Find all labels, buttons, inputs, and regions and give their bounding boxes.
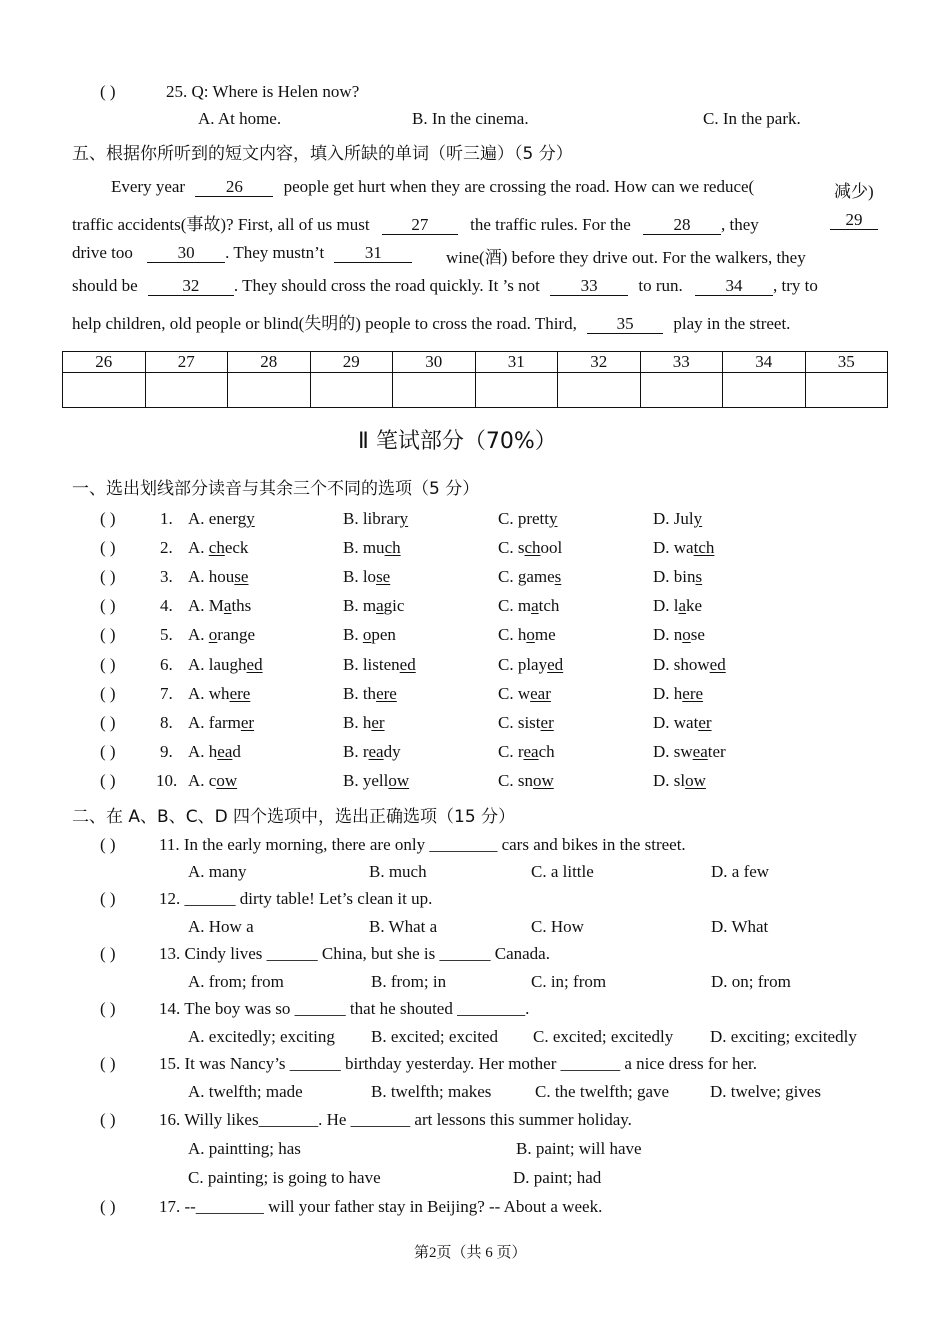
- phonetics-option[interactable]: [653, 538, 714, 558]
- underlined-letters: o: [208, 625, 218, 644]
- underlined-letters: ed: [399, 655, 416, 674]
- option-text: pen: [371, 625, 396, 644]
- underlined-letters: s: [554, 567, 562, 586]
- phonetics-option[interactable]: [653, 684, 703, 704]
- underlined-letters: ow: [685, 771, 706, 790]
- passage-text: people get hurt when they are crossing the road. How can we reduce(: [283, 177, 755, 196]
- option-text: D. sl: [653, 771, 686, 790]
- q14-option-b[interactable]: B. excited; excited: [371, 1027, 498, 1046]
- answer-table-header: 32: [558, 352, 641, 373]
- q16-stem: 16. Willy likes_______. He _______ art lessons this summer holiday.: [159, 1110, 632, 1129]
- phonetics-paren[interactable]: ( ): [100, 771, 116, 790]
- phonetics-option[interactable]: [498, 655, 563, 675]
- underlined-letters: ear: [530, 684, 551, 703]
- phonetics-number: 2.: [160, 538, 173, 557]
- passage-line-1: [111, 177, 754, 197]
- q17-paren[interactable]: ( ): [100, 1197, 116, 1216]
- phonetics-option[interactable]: [343, 625, 396, 645]
- phonetics-paren[interactable]: ( ): [100, 684, 116, 703]
- q14-paren[interactable]: ( ): [100, 999, 116, 1018]
- q17-stem: 17. --________ will your father stay in Beijing? -- About a week.: [159, 1197, 603, 1216]
- q15-option-c[interactable]: C. the twelfth; gave: [535, 1082, 670, 1101]
- underlined-letters: ch: [208, 538, 225, 557]
- underlined-letters: a: [531, 596, 539, 615]
- phonetics-option[interactable]: [498, 684, 551, 704]
- q12-stem: 12. ______ dirty table! Let’s clean it up.: [159, 889, 433, 908]
- underlined-letters: ow: [216, 771, 238, 790]
- blank-32[interactable]: 32: [148, 277, 234, 296]
- option-text: A. M: [188, 596, 224, 615]
- blank-29-wrap: [830, 210, 878, 230]
- option-text: D. show: [653, 655, 710, 674]
- underlined-letters: ch: [384, 538, 401, 557]
- option-text: tch: [538, 596, 560, 615]
- q15-paren[interactable]: ( ): [100, 1054, 116, 1073]
- phonetics-option[interactable]: [188, 713, 254, 733]
- option-text: me: [534, 625, 556, 644]
- option-text: A. laugh: [188, 655, 247, 674]
- answer-cell[interactable]: [310, 373, 393, 408]
- phonetics-option[interactable]: [653, 596, 702, 616]
- q13-option-d[interactable]: D. on; from: [711, 972, 791, 991]
- phonetics-paren[interactable]: ( ): [100, 742, 116, 761]
- q15-option-a[interactable]: A. twelfth; made: [188, 1082, 303, 1101]
- phonetics-option[interactable]: [343, 713, 385, 733]
- phonetics-option[interactable]: [188, 567, 248, 587]
- option-text: range: [217, 625, 256, 644]
- underlined-letters: a: [376, 596, 384, 615]
- q14-option-c[interactable]: C. excited; excitedly: [533, 1027, 674, 1046]
- phonetics-number: 5.: [160, 625, 173, 644]
- passage-line-3b: wine(酒) before they drive out. For the walkers, they: [446, 248, 806, 267]
- answer-table: [62, 351, 888, 408]
- q16-option-a[interactable]: A. paintting; has: [188, 1139, 301, 1158]
- phonetics-option[interactable]: [653, 509, 702, 529]
- q13-option-a[interactable]: A. from; from: [188, 972, 284, 991]
- underlined-letters: ere: [229, 684, 251, 703]
- part2-title: Ⅱ 笔试部分（70%）: [358, 429, 557, 454]
- phonetics-number: 7.: [160, 684, 173, 703]
- q11-option-b[interactable]: B. much: [369, 862, 427, 881]
- underlined-letters: er: [698, 713, 712, 732]
- phonetics-paren[interactable]: ( ): [100, 538, 116, 557]
- passage-text: play in the street.: [673, 314, 791, 333]
- option-text: dy: [383, 742, 401, 761]
- phonetics-paren[interactable]: ( ): [100, 567, 116, 586]
- option-text: D. bin: [653, 567, 696, 586]
- phonetics-option[interactable]: [343, 684, 397, 704]
- underlined-letters: a: [223, 596, 232, 615]
- option-text: C. s: [498, 538, 525, 557]
- q25-option-a[interactable]: A. At home.: [198, 109, 282, 128]
- blank-34[interactable]: 34: [695, 277, 773, 296]
- option-text: C. m: [498, 596, 532, 615]
- phonetics-number: 4.: [160, 596, 173, 615]
- option-text: A. ener: [188, 509, 238, 528]
- q11-option-c[interactable]: C. a little: [531, 862, 594, 881]
- q16-paren[interactable]: ( ): [100, 1110, 116, 1129]
- option-text: B. r: [343, 742, 369, 761]
- option-text: A. wh: [188, 684, 230, 703]
- answer-table-header: 29: [310, 352, 393, 373]
- q15-option-d[interactable]: D. twelve; gives: [710, 1082, 821, 1101]
- option-text: B. m: [343, 596, 377, 615]
- phonetics-option[interactable]: [653, 713, 712, 733]
- answer-cell[interactable]: [723, 373, 806, 408]
- option-text: B. yell: [343, 771, 389, 790]
- phonetics-option[interactable]: [343, 509, 408, 529]
- underlined-letters: ch: [524, 538, 541, 557]
- section1-heading: 一、选出划线部分读音与其余三个不同的选项（5 分）: [72, 479, 480, 499]
- q16-option-b[interactable]: B. paint; will have: [516, 1139, 642, 1158]
- answer-table-header: 28: [228, 352, 311, 373]
- q11-option-a[interactable]: A. many: [188, 862, 247, 881]
- option-text: ths: [231, 596, 252, 615]
- answer-table-header: 31: [475, 352, 558, 373]
- q12-option-c[interactable]: C. How: [531, 917, 584, 936]
- q16-option-c[interactable]: C. painting; is going to have: [188, 1168, 381, 1187]
- phonetics-number: 9.: [160, 742, 173, 761]
- option-text: C. w: [498, 684, 531, 703]
- option-text: C. r: [498, 742, 524, 761]
- phonetics-option[interactable]: [653, 655, 726, 675]
- underlined-letters: ere: [682, 684, 704, 703]
- q13-stem: 13. Cindy lives ______ China, but she is ______ Canada.: [159, 944, 550, 963]
- option-text: D. wa: [653, 538, 694, 557]
- phonetics-number: 3.: [160, 567, 173, 586]
- blank-29[interactable]: 29: [830, 211, 878, 230]
- underlined-letters: ow: [388, 771, 410, 790]
- passage-text: Every year: [111, 177, 186, 196]
- q11-stem: 11. In the early morning, there are only ________ cars and bikes in the street.: [159, 835, 686, 854]
- underlined-letters: y: [399, 509, 409, 528]
- q13-paren[interactable]: ( ): [100, 944, 116, 963]
- underlined-letters: o: [526, 625, 535, 644]
- option-text: ch: [538, 742, 555, 761]
- q14-option-a[interactable]: A. excitedly; exciting: [188, 1027, 335, 1046]
- phonetics-number: 6.: [160, 655, 173, 674]
- phonetics-option[interactable]: [653, 567, 702, 587]
- phonetics-number: 10.: [156, 771, 178, 790]
- option-text: D. Jul: [653, 509, 694, 528]
- q12-option-b[interactable]: B. What a: [369, 917, 438, 936]
- passage-line-5: [72, 309, 790, 334]
- phonetics-option[interactable]: [188, 742, 241, 762]
- underlined-letters: tch: [693, 538, 715, 557]
- underlined-letters: ea: [368, 742, 384, 761]
- option-text: D. n: [653, 625, 683, 644]
- option-text: A. hou: [188, 567, 235, 586]
- answer-table-header: 30: [393, 352, 476, 373]
- passage-text: to run.: [638, 276, 683, 295]
- passage-text: should be: [72, 276, 138, 295]
- q25-option-c[interactable]: C. In the park.: [703, 109, 801, 128]
- phonetics-option[interactable]: [343, 655, 416, 675]
- option-text: ool: [540, 538, 563, 557]
- phonetics-number: 8.: [160, 713, 173, 732]
- q14-option-d[interactable]: D. exciting; excitedly: [710, 1027, 857, 1046]
- option-text: D. sw: [653, 742, 693, 761]
- option-text: A. c: [188, 771, 217, 790]
- phonetics-option[interactable]: [498, 509, 558, 529]
- option-text: C. sist: [498, 713, 541, 732]
- passage-text: . They should cross the road quickly. It ’s not: [233, 276, 540, 295]
- answer-cell[interactable]: [228, 373, 311, 408]
- option-text: gic: [383, 596, 405, 615]
- answer-table-header-row: [63, 352, 888, 373]
- phonetics-option[interactable]: [188, 509, 255, 529]
- q25-option-b[interactable]: B. In the cinema.: [412, 109, 529, 128]
- option-text: B.: [343, 625, 363, 644]
- phonetics-number: 1.: [160, 509, 173, 528]
- underlined-letters: ed: [547, 655, 564, 674]
- phonetics-option[interactable]: [653, 742, 726, 762]
- phonetics-option[interactable]: [498, 538, 562, 558]
- passage-text: . They mustn’t: [225, 243, 325, 262]
- option-text: B. mu: [343, 538, 385, 557]
- phonetics-option[interactable]: [188, 655, 263, 675]
- passage-text: traffic accidents(事故)? First, all of us must: [72, 215, 370, 234]
- underlined-letters: ed: [709, 655, 726, 674]
- answer-table-header: 34: [723, 352, 806, 373]
- underlined-letters: ed: [246, 655, 263, 674]
- answer-table-header: 27: [145, 352, 228, 373]
- phonetics-paren[interactable]: ( ): [100, 713, 116, 732]
- q11-paren[interactable]: ( ): [100, 835, 116, 854]
- q13-option-b[interactable]: B. from; in: [371, 972, 447, 991]
- phonetics-option[interactable]: [343, 567, 390, 587]
- phonetics-option[interactable]: [498, 567, 561, 587]
- answer-cell[interactable]: [63, 373, 146, 408]
- blank-28[interactable]: 28: [643, 216, 721, 235]
- underlined-letters: er: [240, 713, 255, 732]
- q16-option-d[interactable]: D. paint; had: [513, 1168, 602, 1187]
- option-text: se: [690, 625, 705, 644]
- answer-cell[interactable]: [805, 373, 888, 408]
- section5-heading: 五、根据你所听到的短文内容，填入所缺的单词（听三遍）（5 分）: [72, 144, 573, 164]
- phonetics-paren[interactable]: ( ): [100, 625, 116, 644]
- phonetics-option[interactable]: [188, 684, 250, 704]
- underlined-letters: gy: [237, 509, 255, 528]
- phonetics-option[interactable]: [343, 596, 404, 616]
- answer-table-header: 26: [63, 352, 146, 373]
- passage-text: the traffic rules. For the: [470, 215, 631, 234]
- phonetics-option[interactable]: [188, 596, 251, 616]
- phonetics-option[interactable]: [188, 625, 255, 645]
- blank-26[interactable]: 26: [195, 178, 273, 197]
- underlined-letters: o: [682, 625, 691, 644]
- option-text: A. farm: [188, 713, 241, 732]
- q15-stem: 15. It was Nancy’s ______ birthday yesterday. Her mother _______ a nice dress for her.: [159, 1054, 757, 1073]
- underlined-letters: ea: [692, 742, 708, 761]
- blank-27[interactable]: 27: [382, 216, 458, 235]
- answer-cell[interactable]: [475, 373, 558, 408]
- q12-option-d[interactable]: D. What: [711, 917, 769, 936]
- passage-line-2: [72, 210, 759, 235]
- option-text: C. h: [498, 625, 527, 644]
- option-text: B. th: [343, 684, 377, 703]
- phonetics-option[interactable]: [343, 771, 409, 791]
- phonetics-option[interactable]: [343, 742, 401, 762]
- underlined-letters: y: [693, 509, 703, 528]
- option-text: A. h: [188, 742, 218, 761]
- phonetics-option[interactable]: [188, 538, 248, 558]
- option-text: C. game: [498, 567, 555, 586]
- option-text: C. play: [498, 655, 548, 674]
- q11-option-d[interactable]: D. a few: [711, 862, 770, 881]
- blank-30[interactable]: 30: [147, 244, 225, 263]
- option-text: B. listen: [343, 655, 400, 674]
- blank-35[interactable]: 35: [587, 315, 663, 334]
- q15-option-b[interactable]: B. twelfth; makes: [371, 1082, 492, 1101]
- phonetics-option[interactable]: [498, 771, 554, 791]
- q25-paren[interactable]: ( ): [100, 82, 116, 101]
- q12-option-a[interactable]: A. How a: [188, 917, 254, 936]
- section2-heading: 二、在 A、B、C、D 四个选项中，选出正确选项（15 分）: [72, 807, 516, 827]
- option-text: eck: [224, 538, 249, 557]
- answer-table-input-row: [63, 373, 888, 408]
- phonetics-option[interactable]: [653, 771, 706, 791]
- underlined-letters: y: [549, 509, 558, 528]
- underlined-letters: a: [678, 596, 687, 615]
- underlined-letters: er: [371, 713, 385, 732]
- blank-33[interactable]: 33: [550, 277, 628, 296]
- underlined-letters: s: [695, 567, 703, 586]
- phonetics-option[interactable]: [498, 625, 556, 645]
- blank-31[interactable]: 31: [334, 244, 412, 263]
- underlined-letters: o: [362, 625, 372, 644]
- phonetics-paren[interactable]: ( ): [100, 509, 116, 528]
- answer-cell[interactable]: [558, 373, 641, 408]
- option-text: C. sn: [498, 771, 533, 790]
- phonetics-option[interactable]: [498, 742, 555, 762]
- answer-table-header: 33: [640, 352, 723, 373]
- q25-stem: 25. Q: Where is Helen now?: [166, 82, 360, 101]
- q12-paren[interactable]: ( ): [100, 889, 116, 908]
- passage-text: , they: [721, 215, 759, 234]
- answer-cell[interactable]: [640, 373, 723, 408]
- option-text: B. librar: [343, 509, 400, 528]
- page-footer: 第2页（共 6 页）: [414, 1245, 527, 1261]
- passage-text: help children, old people or blind(失明的) people to cross the road. Third,: [72, 314, 577, 333]
- phonetics-option[interactable]: [498, 713, 554, 733]
- underlined-letters: se: [376, 567, 391, 586]
- phonetics-option[interactable]: [343, 538, 401, 558]
- answer-cell[interactable]: [145, 373, 228, 408]
- option-text: D. l: [653, 596, 679, 615]
- passage-text: drive too: [72, 243, 133, 262]
- underlined-letters: er: [540, 713, 554, 732]
- option-text: D. wat: [653, 713, 699, 732]
- passage-line-4: [72, 276, 818, 296]
- phonetics-option[interactable]: [498, 596, 559, 616]
- option-text: D. h: [653, 684, 683, 703]
- option-text: C. prett: [498, 509, 549, 528]
- underlined-letters: ea: [523, 742, 539, 761]
- underlined-letters: se: [234, 567, 249, 586]
- underlined-letters: ea: [217, 742, 233, 761]
- q13-option-c[interactable]: C. in; from: [531, 972, 607, 991]
- phonetics-option[interactable]: [188, 771, 237, 791]
- option-text: d: [232, 742, 241, 761]
- option-text: A.: [188, 625, 209, 644]
- option-text: B. h: [343, 713, 372, 732]
- phonetics-paren[interactable]: ( ): [100, 655, 116, 674]
- underlined-letters: ere: [376, 684, 397, 703]
- phonetics-paren[interactable]: ( ): [100, 596, 116, 615]
- answer-table-header: 35: [805, 352, 888, 373]
- option-text: ke: [686, 596, 703, 615]
- passage-text: , try to: [773, 276, 818, 295]
- phonetics-option[interactable]: [653, 625, 705, 645]
- option-text: B. lo: [343, 567, 377, 586]
- underlined-letters: ow: [532, 771, 554, 790]
- q14-stem: 14. The boy was so ______ that he shouted ________.: [159, 999, 530, 1018]
- option-text: A.: [188, 538, 209, 557]
- answer-cell[interactable]: [393, 373, 476, 408]
- passage-gloss: 减少): [834, 182, 874, 201]
- option-text: ter: [707, 742, 726, 761]
